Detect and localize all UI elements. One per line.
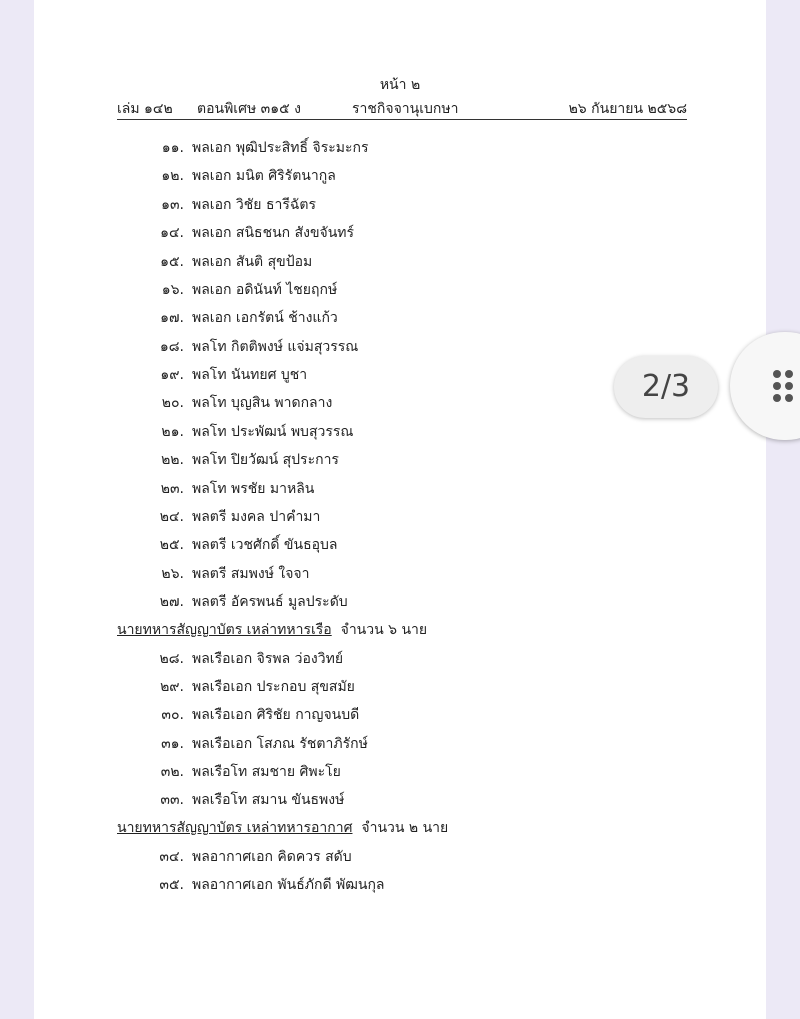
list-item: ๒๐. พลโท บุญสิน พาดกลาง: [161, 395, 333, 411]
list-item: ๒๒. พลโท ปิยวัฒน์ สุประการ: [161, 452, 339, 468]
list-item: ๑๑. พลเอก พุฒิประสิทธิ์ จิระมะกร: [161, 140, 369, 156]
publish-date: ๒๖ กันยายน ๒๕๖๘: [568, 101, 687, 117]
list-item: ๒๙. พลเรือเอก ประกอบ สุขสมัย: [160, 679, 355, 695]
list-item: ๒๗. พลตรี อัครพนธ์ มูลประดับ: [159, 594, 348, 610]
list-item: ๑๗. พลเอก เอกรัตน์ ช้างแก้ว: [160, 310, 338, 326]
list-item: ๑๕. พลเอก สันติ สุขป้อม: [160, 254, 313, 270]
section-heading-airforce: นายทหารสัญญาบัตร เหล่าทหารอากาศ จำนวน ๒ นาย: [117, 820, 449, 836]
gazette-name: ราชกิจจานุเบกษา: [352, 101, 459, 117]
header-divider: [117, 119, 687, 120]
list-item: ๒๖. พลตรี สมพงษ์ ใจจา: [161, 566, 310, 582]
list-item: ๓๔. พลอากาศเอก คิดควร สดับ: [159, 849, 352, 865]
list-item: ๒๓. พลโท พรชัย มาหลิน: [160, 481, 315, 497]
document-page: [34, 0, 766, 1019]
volume-label: เล่ม ๑๔๒: [117, 101, 173, 117]
list-item: ๑๒. พลเอก มนิต ศิริรัตนากูล: [161, 168, 336, 184]
list-item: ๓๐. พลเรือเอก ศิริชัย กาญจนบดี: [161, 707, 360, 723]
list-item: ๒๕. พลตรี เวชศักดิ์ ขันธอุบล: [159, 537, 338, 553]
list-item: ๓๒. พลเรือโท สมชาย ศิพะโย: [160, 764, 341, 780]
issue-label: ตอนพิเศษ ๓๑๕ ง: [197, 101, 301, 117]
page-indicator: 2/3: [614, 356, 718, 418]
list-item: ๑๔. พลเอก สนิธชนก สังขจันทร์: [160, 225, 355, 241]
page-number: หน้า ๒: [379, 77, 421, 93]
list-item: ๑๘. พลโท กิตติพงษ์ แจ่มสุวรรณ: [159, 339, 359, 355]
list-item: ๓๓. พลเรือโท สมาน ขันธพงษ์: [160, 792, 345, 808]
list-item: ๓๑. พลเรือเอก โสภณ รัชตาภิรักษ์: [161, 736, 368, 752]
list-item: ๒๔. พลตรี มงคล ปาคำมา: [159, 509, 321, 525]
list-item: ๒๑. พลโท ประพัฒน์ พบสุวรรณ: [161, 424, 354, 440]
list-item: ๑๖. พลเอก อดินันท์ ไชยฤกษ์: [161, 282, 338, 298]
list-item: ๓๕. พลอากาศเอก พันธ์ภักดี พัฒนกุล: [159, 877, 385, 893]
list-item: ๒๘. พลเรือเอก จิรพล ว่องวิทย์: [159, 651, 344, 667]
gazette-header: [117, 98, 687, 118]
list-item: ๑๓. พลเอก วิชัย ธารีฉัตร: [161, 197, 317, 213]
section-heading-navy: นายทหารสัญญาบัตร เหล่าทหารเรือ จำนวน ๖ นาย: [117, 622, 428, 638]
list-item: ๑๙. พลโท นันทยศ บูชา: [160, 367, 308, 383]
